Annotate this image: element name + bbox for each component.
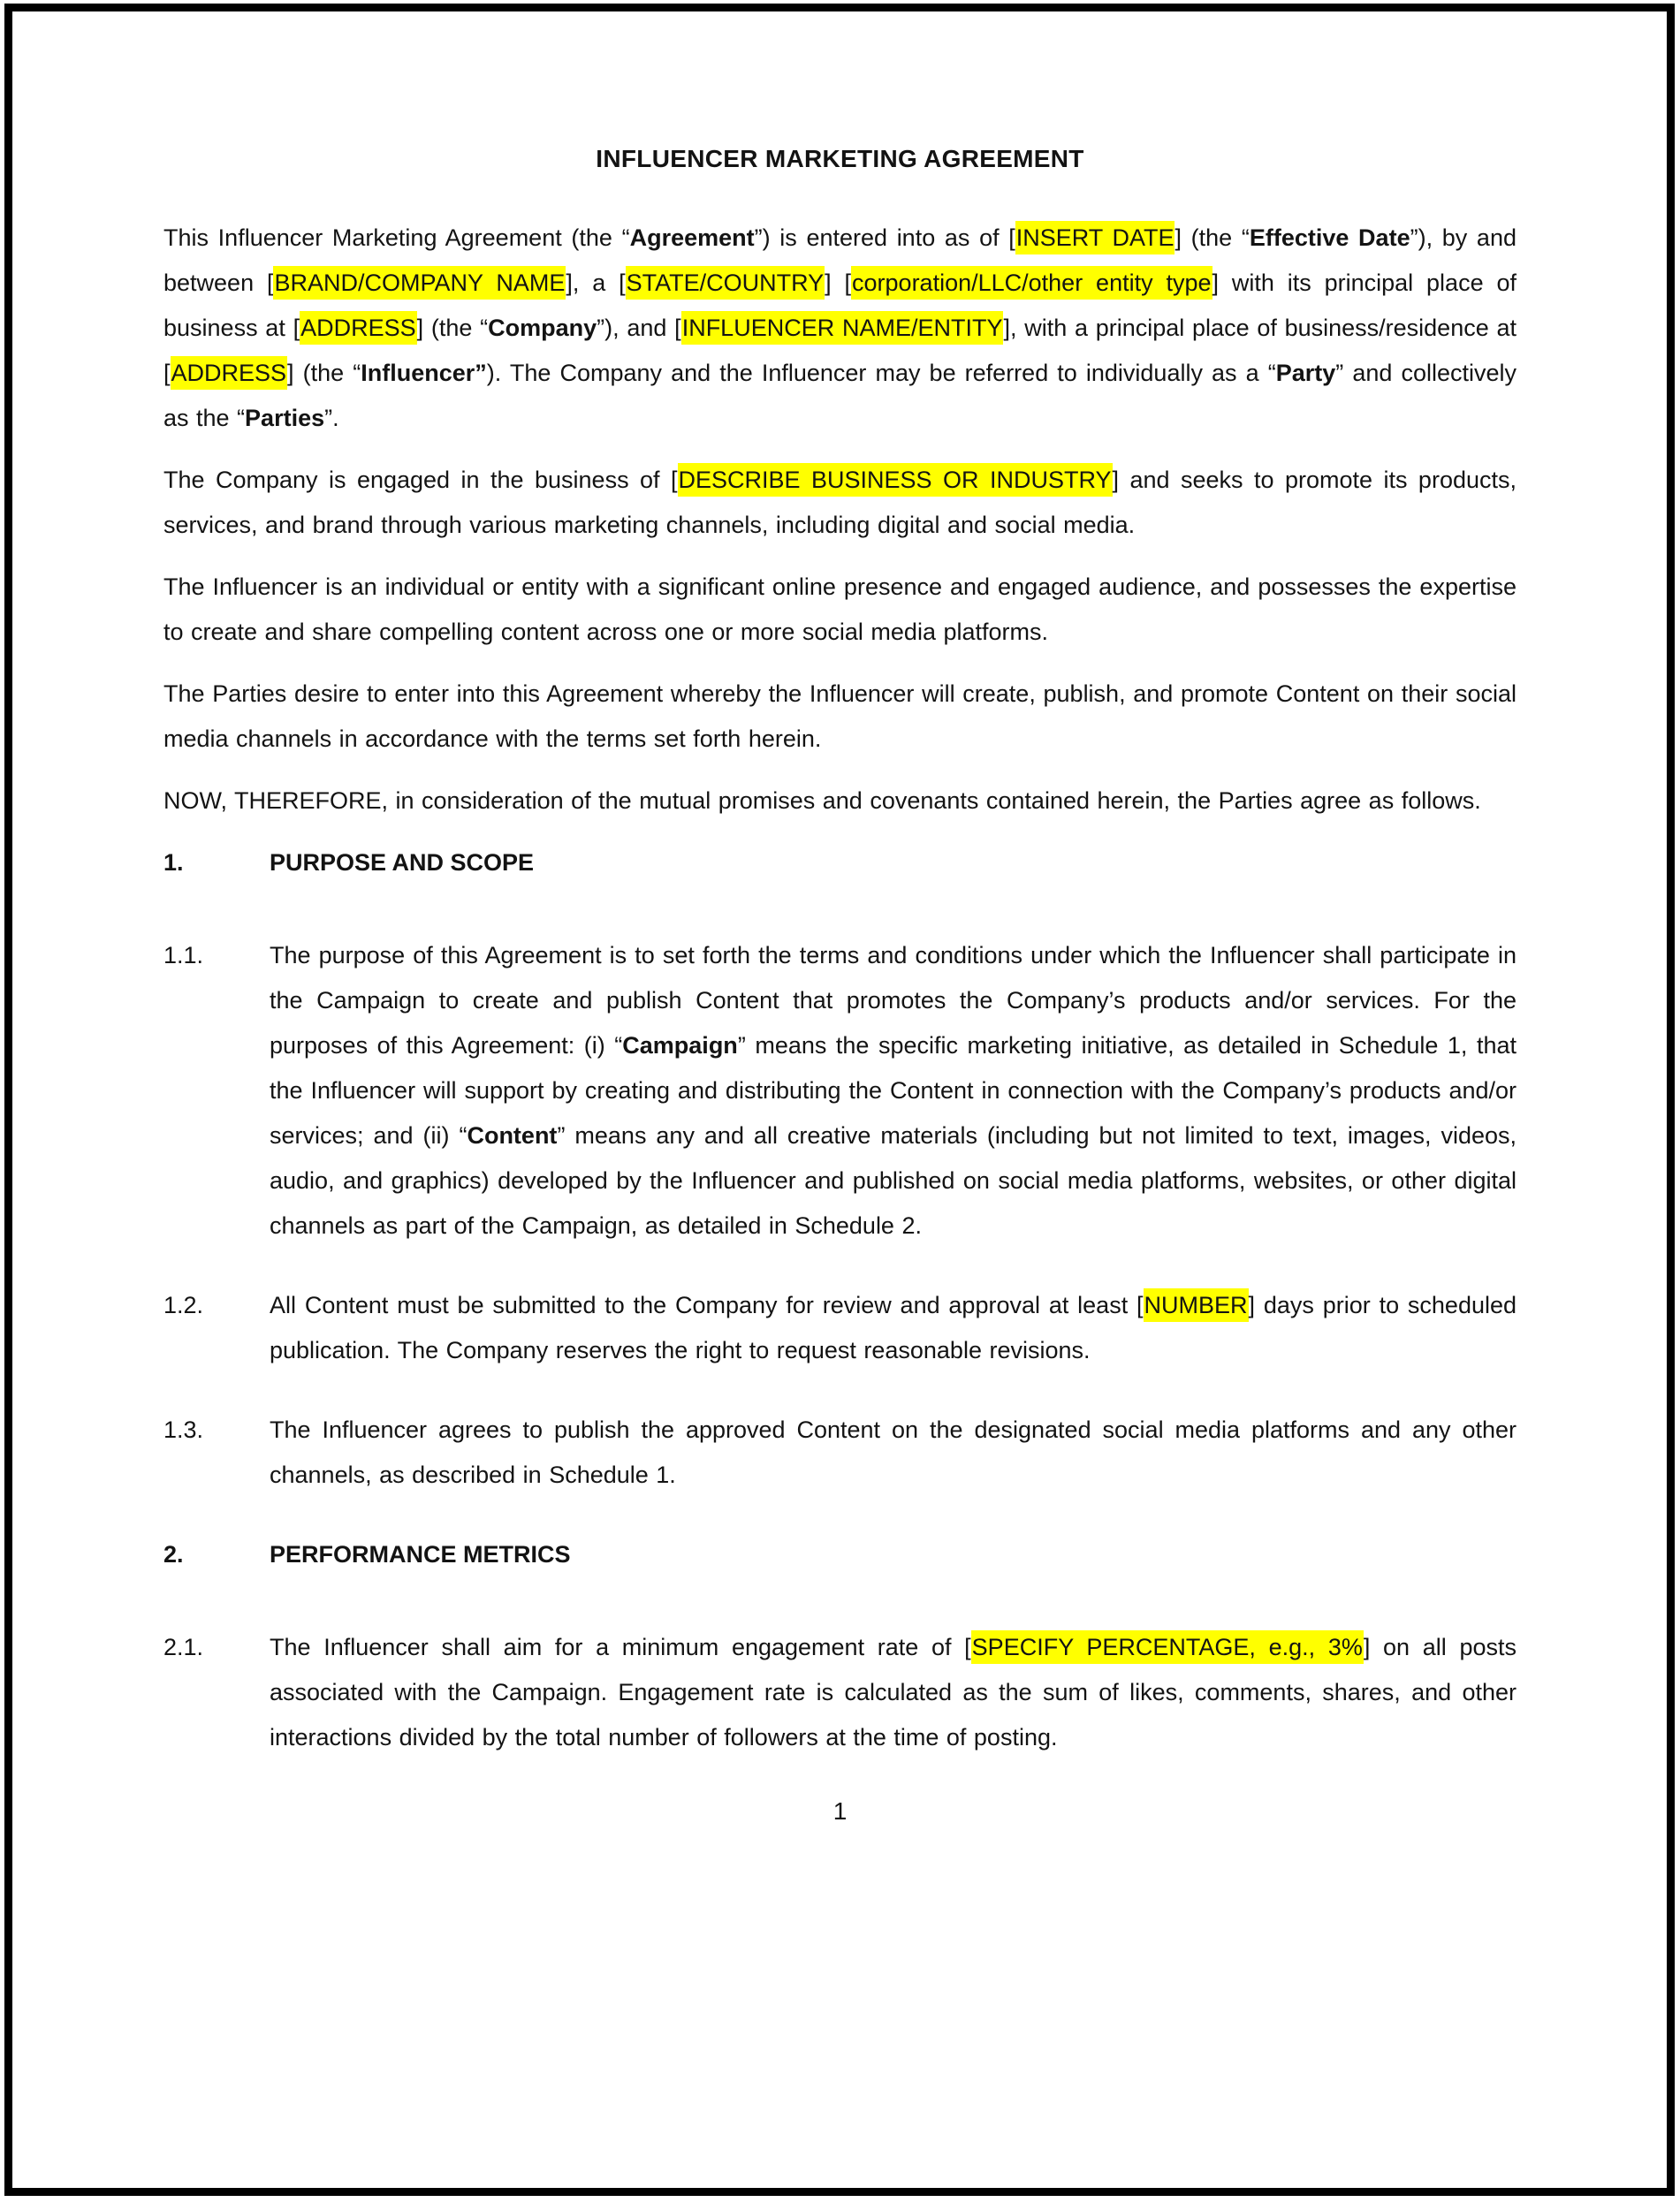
clause-number: 1.1.: [163, 942, 204, 968]
paragraph: [163, 672, 1517, 762]
section-heading: [163, 840, 1517, 885]
text-run: ”), by and between [: [163, 224, 1517, 296]
numbered-clause: [163, 933, 1517, 1249]
text-run: The Influencer shall aim for a minimum engagement rate of [: [270, 1634, 971, 1660]
defined-term: Influencer”: [361, 360, 487, 386]
placeholder-highlight: STATE/COUNTRY: [626, 266, 825, 300]
section-heading: [163, 1532, 1517, 1577]
text-run: ] (the “: [287, 360, 361, 386]
text-run: ] on all posts associated with the Campaign. Engagement rate is calculated as the sum of likes, comments, shares, and other interactions divided by the total number of followers at the time of posting.: [270, 1634, 1517, 1751]
text-run: ] days prior to scheduled publication. The Company reserves the right to request reasonable revisions.: [270, 1292, 1517, 1363]
text-run: ] (the “: [1174, 224, 1250, 251]
text-run: ] (the “: [416, 315, 489, 341]
section-number: 2.: [163, 1541, 184, 1568]
placeholder-highlight: DESCRIBE BUSINESS OR INDUSTRY: [678, 463, 1113, 497]
text-run: ”), and [: [597, 315, 681, 341]
defined-term: Agreement: [629, 224, 755, 251]
text-run: ], with a principal place of business/residence at [: [163, 315, 1517, 386]
text-run: ” means the specific marketing initiative, as detailed in Schedule 1, that the Influencer will support by creating and distributing the Content in connection with the Company’s products and/or services; and (ii) “: [270, 1032, 1517, 1149]
clause-text: [270, 1283, 1517, 1373]
section-title: PURPOSE AND SCOPE: [270, 849, 535, 876]
defined-term: Parties: [245, 405, 325, 431]
clause-number: 2.1.: [163, 1634, 204, 1660]
text-run: NOW, THEREFORE, in consideration of the mutual promises and covenants contained herein, the Parties agree as follows.: [163, 787, 1481, 814]
paragraph: [163, 458, 1517, 548]
text-run: The Parties desire to enter into this Agreement whereby the Influencer will create, publish, and promote Content on their social media channels in accordance with the terms set forth herein.: [163, 680, 1517, 752]
numbered-clause: [163, 1408, 1517, 1498]
placeholder-highlight: NUMBER: [1144, 1288, 1249, 1322]
numbered-clause: [163, 1625, 1517, 1760]
section-items: [163, 1625, 1517, 1760]
section: [163, 1532, 1517, 1760]
placeholder-highlight: SPECIFY PERCENTAGE, e.g., 3%: [971, 1630, 1364, 1664]
paragraph: [163, 216, 1517, 441]
defined-term: Content: [467, 1122, 558, 1149]
sections: [163, 840, 1517, 1760]
placeholder-highlight: INSERT DATE: [1015, 221, 1175, 254]
defined-term: Effective Date: [1249, 224, 1410, 251]
text-run: ], a [: [566, 270, 626, 296]
placeholder-highlight: ADDRESS: [171, 356, 288, 390]
clause-text: [270, 933, 1517, 1249]
section-number: 1.: [163, 849, 184, 876]
text-run: ] and seeks to promote its products, services, and brand through various marketing channels, including digital and social media.: [163, 467, 1517, 538]
text-run: All Content must be submitted to the Company for review and approval at least [: [270, 1292, 1144, 1318]
text-run: The purpose of this Agreement is to set forth the terms and conditions under which the Influencer shall participate in the Campaign to create and publish Content that promotes the Company’s products and/or services. For the purposes of this Agreement: (i) “: [270, 942, 1517, 1059]
page-number: 1: [832, 1797, 848, 1825]
text-run: ). The Company and the Influencer may be referred to individually as a “: [486, 360, 1276, 386]
placeholder-highlight: BRAND/COMPANY NAME: [273, 266, 566, 300]
placeholder-highlight: ADDRESS: [300, 311, 417, 345]
text-run: ”.: [324, 405, 339, 431]
text-run: This Influencer Marketing Agreement (the “: [163, 224, 630, 251]
page-content: [163, 0, 1517, 1827]
placeholder-highlight: INFLUENCER NAME/ENTITY: [681, 311, 1004, 345]
defined-term: Company: [488, 315, 597, 341]
clause-text: [270, 1408, 1517, 1498]
text-run: ”) is entered into as of [: [754, 224, 1015, 251]
paragraph: [163, 778, 1517, 824]
text-run: ” means any and all creative materials (including but not limited to text, images, videos, audio, and graphics) developed by the Influencer and published on social media platforms, websites, or other digital channels as part of the Campaign, as detailed in Schedule 2.: [270, 1122, 1517, 1239]
numbered-clause: [163, 1283, 1517, 1373]
section: [163, 840, 1517, 1498]
text-run: The Company is engaged in the business of [: [163, 467, 678, 493]
section-items: [163, 933, 1517, 1498]
placeholder-highlight: corporation/LLC/other entity type: [851, 266, 1212, 300]
clause-number: 1.2.: [163, 1292, 204, 1318]
text-run: The Influencer is an individual or entity with a significant online presence and engaged audience, and possesses the expertise to create and share compelling content across one or more social media platforms.: [163, 573, 1517, 645]
text-run: ] [: [825, 270, 852, 296]
defined-term: Campaign: [622, 1032, 738, 1059]
section-title: PERFORMANCE METRICS: [270, 1541, 571, 1568]
text-run: The Influencer agrees to publish the approved Content on the designated social media platforms and any other channels, as described in Schedule 1.: [270, 1416, 1517, 1488]
defined-term: Party: [1275, 360, 1336, 386]
paragraph: [163, 565, 1517, 655]
text-run: ] with its principal place of business at [: [163, 270, 1517, 341]
clause-number: 1.3.: [163, 1416, 204, 1443]
document-title: INFLUENCER MARKETING AGREEMENT: [596, 145, 1084, 172]
intro-paragraphs: [163, 216, 1517, 824]
text-run: ” and collectively as the “: [163, 360, 1517, 431]
clause-text: [270, 1625, 1517, 1760]
